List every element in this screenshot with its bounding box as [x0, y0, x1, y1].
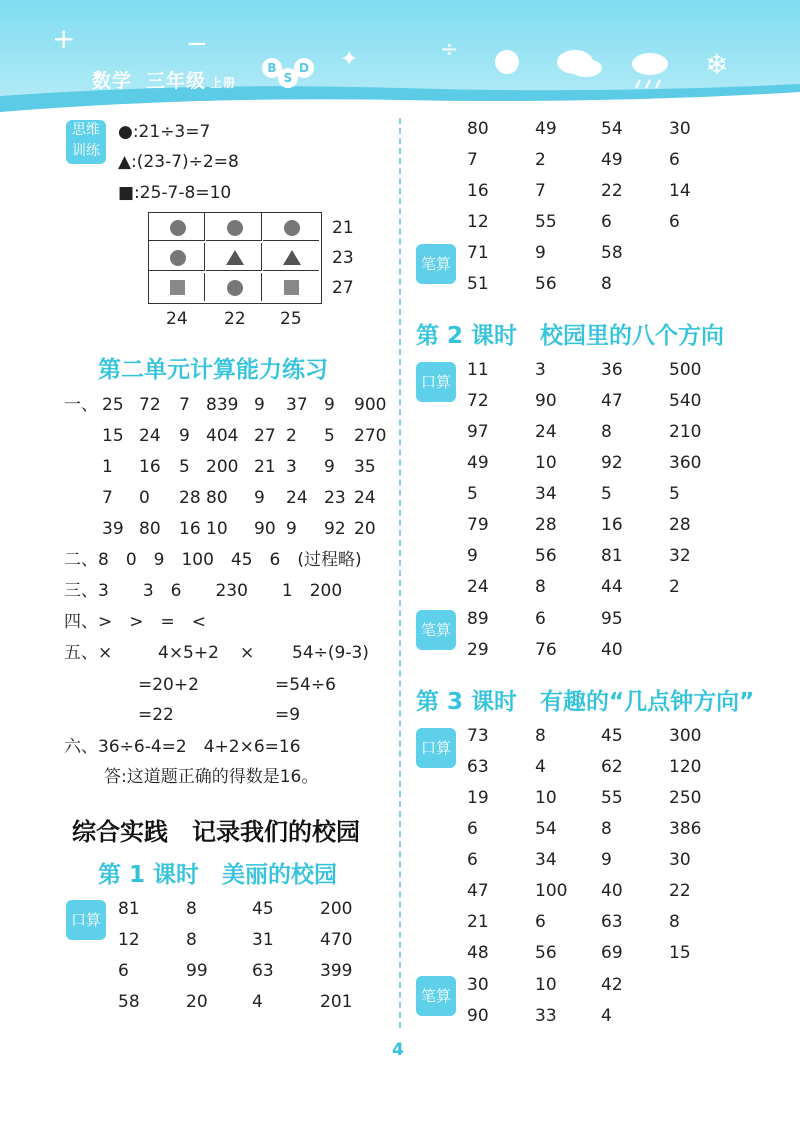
oral-calc-badge: 口算 — [416, 728, 456, 768]
answer-value: 58 — [118, 992, 140, 1012]
answer-value: 5 — [179, 457, 190, 477]
lesson-3-title: 第 3 课时 有趣的“几点钟方向” — [416, 689, 755, 715]
answer-value: 97 — [467, 422, 489, 442]
answer-value: 3 — [286, 457, 297, 477]
answer-value: 81 — [601, 546, 623, 566]
answer-value: 37 — [286, 395, 308, 415]
answer-value: 31 — [252, 930, 274, 950]
answer-value: 6 — [118, 961, 129, 981]
answer-value: 8 — [601, 274, 612, 294]
answer-value: 80 — [139, 519, 161, 539]
answer-value: 2 — [669, 577, 680, 597]
answer-value: 2 — [535, 150, 546, 170]
answer-value: 27 — [254, 426, 276, 446]
answer-value: 2 — [286, 426, 297, 446]
answer-value: 55 — [601, 788, 623, 808]
svg-text:+: + — [52, 22, 76, 55]
answer-value: 9 — [286, 519, 297, 539]
answer-value: 10 — [535, 453, 557, 473]
answer-value: 56 — [535, 274, 557, 294]
answer-value: 39 — [102, 519, 124, 539]
circle-shape — [284, 220, 300, 236]
answer-value: 8 — [186, 899, 197, 919]
unit-title: 第二单元计算能力练习 — [98, 357, 328, 383]
written-calc-badge: 笔算 — [416, 244, 456, 284]
answer-value: 49 — [601, 150, 623, 170]
answer-value: 35 — [354, 457, 376, 477]
answer-value: 7 — [467, 150, 478, 170]
answer-value: 7 — [102, 488, 113, 508]
answer-value: 7 — [535, 181, 546, 201]
answer-value: 16 — [601, 515, 623, 535]
question-5-label: 五、× — [64, 643, 113, 663]
question-5-step-a: =20+2 — [138, 675, 199, 695]
triangle-shape — [226, 250, 244, 265]
answer-value: 49 — [467, 453, 489, 473]
answer-value: 200 — [206, 457, 239, 477]
answer-value: 49 — [535, 119, 557, 139]
answer-value: 28 — [669, 515, 691, 535]
answer-value: 4 — [252, 992, 263, 1012]
answer-value: 45 — [601, 726, 623, 746]
answer-value: 80 — [206, 488, 228, 508]
answer-value: 16 — [139, 457, 161, 477]
answer-value: 9 — [254, 488, 265, 508]
answer-value: 25 — [102, 395, 124, 415]
answer-value: 270 — [354, 426, 387, 446]
col-sum: 24 — [166, 309, 188, 329]
question-5-expr-a: 4×5+2 — [158, 643, 219, 663]
answer-value: 11 — [467, 360, 489, 380]
answer-value: 33 — [535, 1006, 557, 1026]
answer-value: 40 — [601, 640, 623, 660]
answer-value: 6 — [535, 609, 546, 629]
answer-value: 360 — [669, 453, 702, 473]
answer-value: 55 — [535, 212, 557, 232]
question-5-result-a: =22 — [138, 705, 174, 725]
answer-value: 120 — [669, 757, 702, 777]
answer-value: 29 — [467, 640, 489, 660]
question-2: 二、8 0 9 100 45 6 (过程略) — [64, 550, 362, 570]
answer-value: 210 — [669, 422, 702, 442]
answer-value: 9 — [601, 850, 612, 870]
answer-value: 36 — [601, 360, 623, 380]
answer-value: 15 — [669, 943, 691, 963]
lesson-2-title: 第 2 课时 校园里的八个方向 — [416, 323, 725, 349]
answer-value: 56 — [535, 943, 557, 963]
row-sum: 21 — [332, 218, 354, 238]
answer-value: 5 — [601, 484, 612, 504]
answer-value: 79 — [467, 515, 489, 535]
brand-letter-d: D — [294, 58, 314, 78]
written-calc-badge: 笔算 — [416, 610, 456, 650]
answer-value: 63 — [601, 912, 623, 932]
answer-value: 72 — [139, 395, 161, 415]
answer-value: 10 — [535, 788, 557, 808]
answer-value: 201 — [320, 992, 353, 1012]
answer-value: 6 — [535, 912, 546, 932]
answer-value: 8 — [186, 930, 197, 950]
answer-value: 3 — [535, 360, 546, 380]
page-header — [0, 0, 800, 120]
answer-value: 5 — [669, 484, 680, 504]
answer-value: 4 — [601, 1006, 612, 1026]
circle-shape — [227, 280, 243, 296]
answer-value: 386 — [669, 819, 702, 839]
answer-value: 16 — [467, 181, 489, 201]
answer-value: 32 — [669, 546, 691, 566]
row-sum: 23 — [332, 248, 354, 268]
answer-value: 839 — [206, 395, 239, 415]
answer-value: 900 — [354, 395, 387, 415]
answer-value: 42 — [601, 975, 623, 995]
answer-value: 92 — [601, 453, 623, 473]
answer-value: 54 — [601, 119, 623, 139]
col-sum: 22 — [224, 309, 246, 329]
answer-value: 6 — [601, 212, 612, 232]
answer-value: 100 — [535, 881, 568, 901]
answer-value: 6 — [467, 850, 478, 870]
answer-value: 7 — [179, 395, 190, 415]
circle-shape — [170, 220, 186, 236]
answer-value: 81 — [118, 899, 140, 919]
answer-value: 30 — [669, 850, 691, 870]
answer-value: 90 — [535, 391, 557, 411]
svg-text:❄: ❄ — [705, 48, 729, 81]
answer-value: 24 — [139, 426, 161, 446]
answer-value: 44 — [601, 577, 623, 597]
answer-value: 8 — [601, 819, 612, 839]
answer-value: 24 — [354, 488, 376, 508]
oral-calc-badge: 口算 — [416, 362, 456, 402]
answer-value: 24 — [467, 577, 489, 597]
col-sum: 25 — [280, 309, 302, 329]
circle-shape — [227, 220, 243, 236]
answer-value: 540 — [669, 391, 702, 411]
answer-value: 9 — [254, 395, 265, 415]
question-5-result-b: =9 — [275, 705, 301, 725]
answer-value: 28 — [535, 515, 557, 535]
answer-value: 399 — [320, 961, 353, 981]
answer-value: 14 — [669, 181, 691, 201]
answer-value: 92 — [324, 519, 346, 539]
oral-calc-badge: 口算 — [66, 900, 106, 940]
question-4: 四、> > = < — [64, 612, 206, 632]
answer-value: 12 — [118, 930, 140, 950]
answer-value: 10 — [206, 519, 228, 539]
lesson-1-title: 第 1 课时 美丽的校园 — [98, 862, 338, 888]
column-divider — [399, 118, 401, 1028]
svg-text:−: − — [186, 29, 208, 59]
written-calc-badge: 笔算 — [416, 976, 456, 1016]
answer-value: 19 — [467, 788, 489, 808]
answer-value: 24 — [286, 488, 308, 508]
thinking-training-badge: 思维 训练 — [66, 120, 106, 164]
answer-value: 21 — [467, 912, 489, 932]
answer-value: 45 — [252, 899, 274, 919]
question-5-mark: × — [240, 643, 255, 663]
answer-value: 9 — [179, 426, 190, 446]
answer-value: 71 — [467, 243, 489, 263]
question-5-step-b: =54÷6 — [275, 675, 336, 695]
brand-letter-s: S — [278, 68, 298, 88]
answer-value: 8 — [669, 912, 680, 932]
answer-value: 90 — [254, 519, 276, 539]
answer-value: 9 — [324, 457, 335, 477]
answer-value: 22 — [601, 181, 623, 201]
practice-title: 综合实践 记录我们的校园 — [72, 818, 360, 846]
svg-text:÷: ÷ — [440, 37, 459, 62]
row-sum: 27 — [332, 278, 354, 298]
answer-value: 23 — [324, 488, 346, 508]
answer-value: 47 — [467, 881, 489, 901]
answer-value: 9 — [467, 546, 478, 566]
answer-value: 6 — [669, 150, 680, 170]
answer-value: 20 — [354, 519, 376, 539]
answer-value: 250 — [669, 788, 702, 808]
answer-value: 20 — [186, 992, 208, 1012]
answer-value: 30 — [669, 119, 691, 139]
answer-value: 30 — [467, 975, 489, 995]
answer-value: 10 — [535, 975, 557, 995]
answer-value: 8 — [535, 577, 546, 597]
square-shape — [170, 280, 185, 295]
header-title: 数学 三年级 上册 — [92, 70, 237, 92]
answer-value: 56 — [535, 546, 557, 566]
answer-value: 6 — [669, 212, 680, 232]
answer-value: 9 — [324, 395, 335, 415]
answer-value: 40 — [601, 881, 623, 901]
answer-value: 73 — [467, 726, 489, 746]
shape-grid — [148, 212, 322, 304]
question-6-answer: 答:这道题正确的得数是16。 — [104, 767, 319, 787]
header-banner — [0, 0, 800, 120]
answer-value: 500 — [669, 360, 702, 380]
answer-value: 4 — [535, 757, 546, 777]
question-5-expr-b: 54÷(9-3) — [292, 643, 369, 663]
answer-value: 80 — [467, 119, 489, 139]
answer-value: 470 — [320, 930, 353, 950]
answer-value: 300 — [669, 726, 702, 746]
answer-value: 22 — [669, 881, 691, 901]
answer-value: 24 — [535, 422, 557, 442]
circle-shape — [170, 250, 186, 266]
answer-value: 72 — [467, 391, 489, 411]
answer-value: 12 — [467, 212, 489, 232]
equation-circle: ●:21÷3=7 — [118, 122, 211, 142]
answer-value: 63 — [467, 757, 489, 777]
answer-value: 8 — [535, 726, 546, 746]
svg-text:✦: ✦ — [340, 47, 359, 72]
answer-value: 5 — [324, 426, 335, 446]
answer-value: 95 — [601, 609, 623, 629]
answer-value: 28 — [179, 488, 201, 508]
page-number: 4 — [392, 1040, 404, 1060]
answer-value: 34 — [535, 484, 557, 504]
answer-value: 200 — [320, 899, 353, 919]
answer-value: 89 — [467, 609, 489, 629]
answer-value: 63 — [252, 961, 274, 981]
answer-value: 34 — [535, 850, 557, 870]
answer-value: 1 — [102, 457, 113, 477]
answer-value: 90 — [467, 1006, 489, 1026]
answer-value: 6 — [467, 819, 478, 839]
answer-value: 99 — [186, 961, 208, 981]
equation-triangle: ▲:(23-7)÷2=8 — [118, 152, 239, 172]
question-label: 一、 — [64, 395, 98, 415]
triangle-shape — [283, 250, 301, 265]
answer-value: 16 — [179, 519, 201, 539]
answer-value: 69 — [601, 943, 623, 963]
answer-value: 76 — [535, 640, 557, 660]
question-6: 六、36÷6-4=2 4+2×6=16 — [64, 737, 301, 757]
answer-value: 58 — [601, 243, 623, 263]
answer-value: 62 — [601, 757, 623, 777]
square-shape — [284, 280, 299, 295]
answer-value: 21 — [254, 457, 276, 477]
answer-value: 48 — [467, 943, 489, 963]
brand-letter-b: B — [262, 58, 282, 78]
answer-value: 15 — [102, 426, 124, 446]
equation-square: ■:25-7-8=10 — [118, 183, 232, 203]
answer-value: 47 — [601, 391, 623, 411]
answer-value: 54 — [535, 819, 557, 839]
answer-value: 51 — [467, 274, 489, 294]
answer-value: 9 — [535, 243, 546, 263]
answer-value: 8 — [601, 422, 612, 442]
question-3: 三、3 3 6 230 1 200 — [64, 581, 343, 601]
answer-value: 404 — [206, 426, 239, 446]
answer-value: 0 — [139, 488, 150, 508]
answer-value: 5 — [467, 484, 478, 504]
